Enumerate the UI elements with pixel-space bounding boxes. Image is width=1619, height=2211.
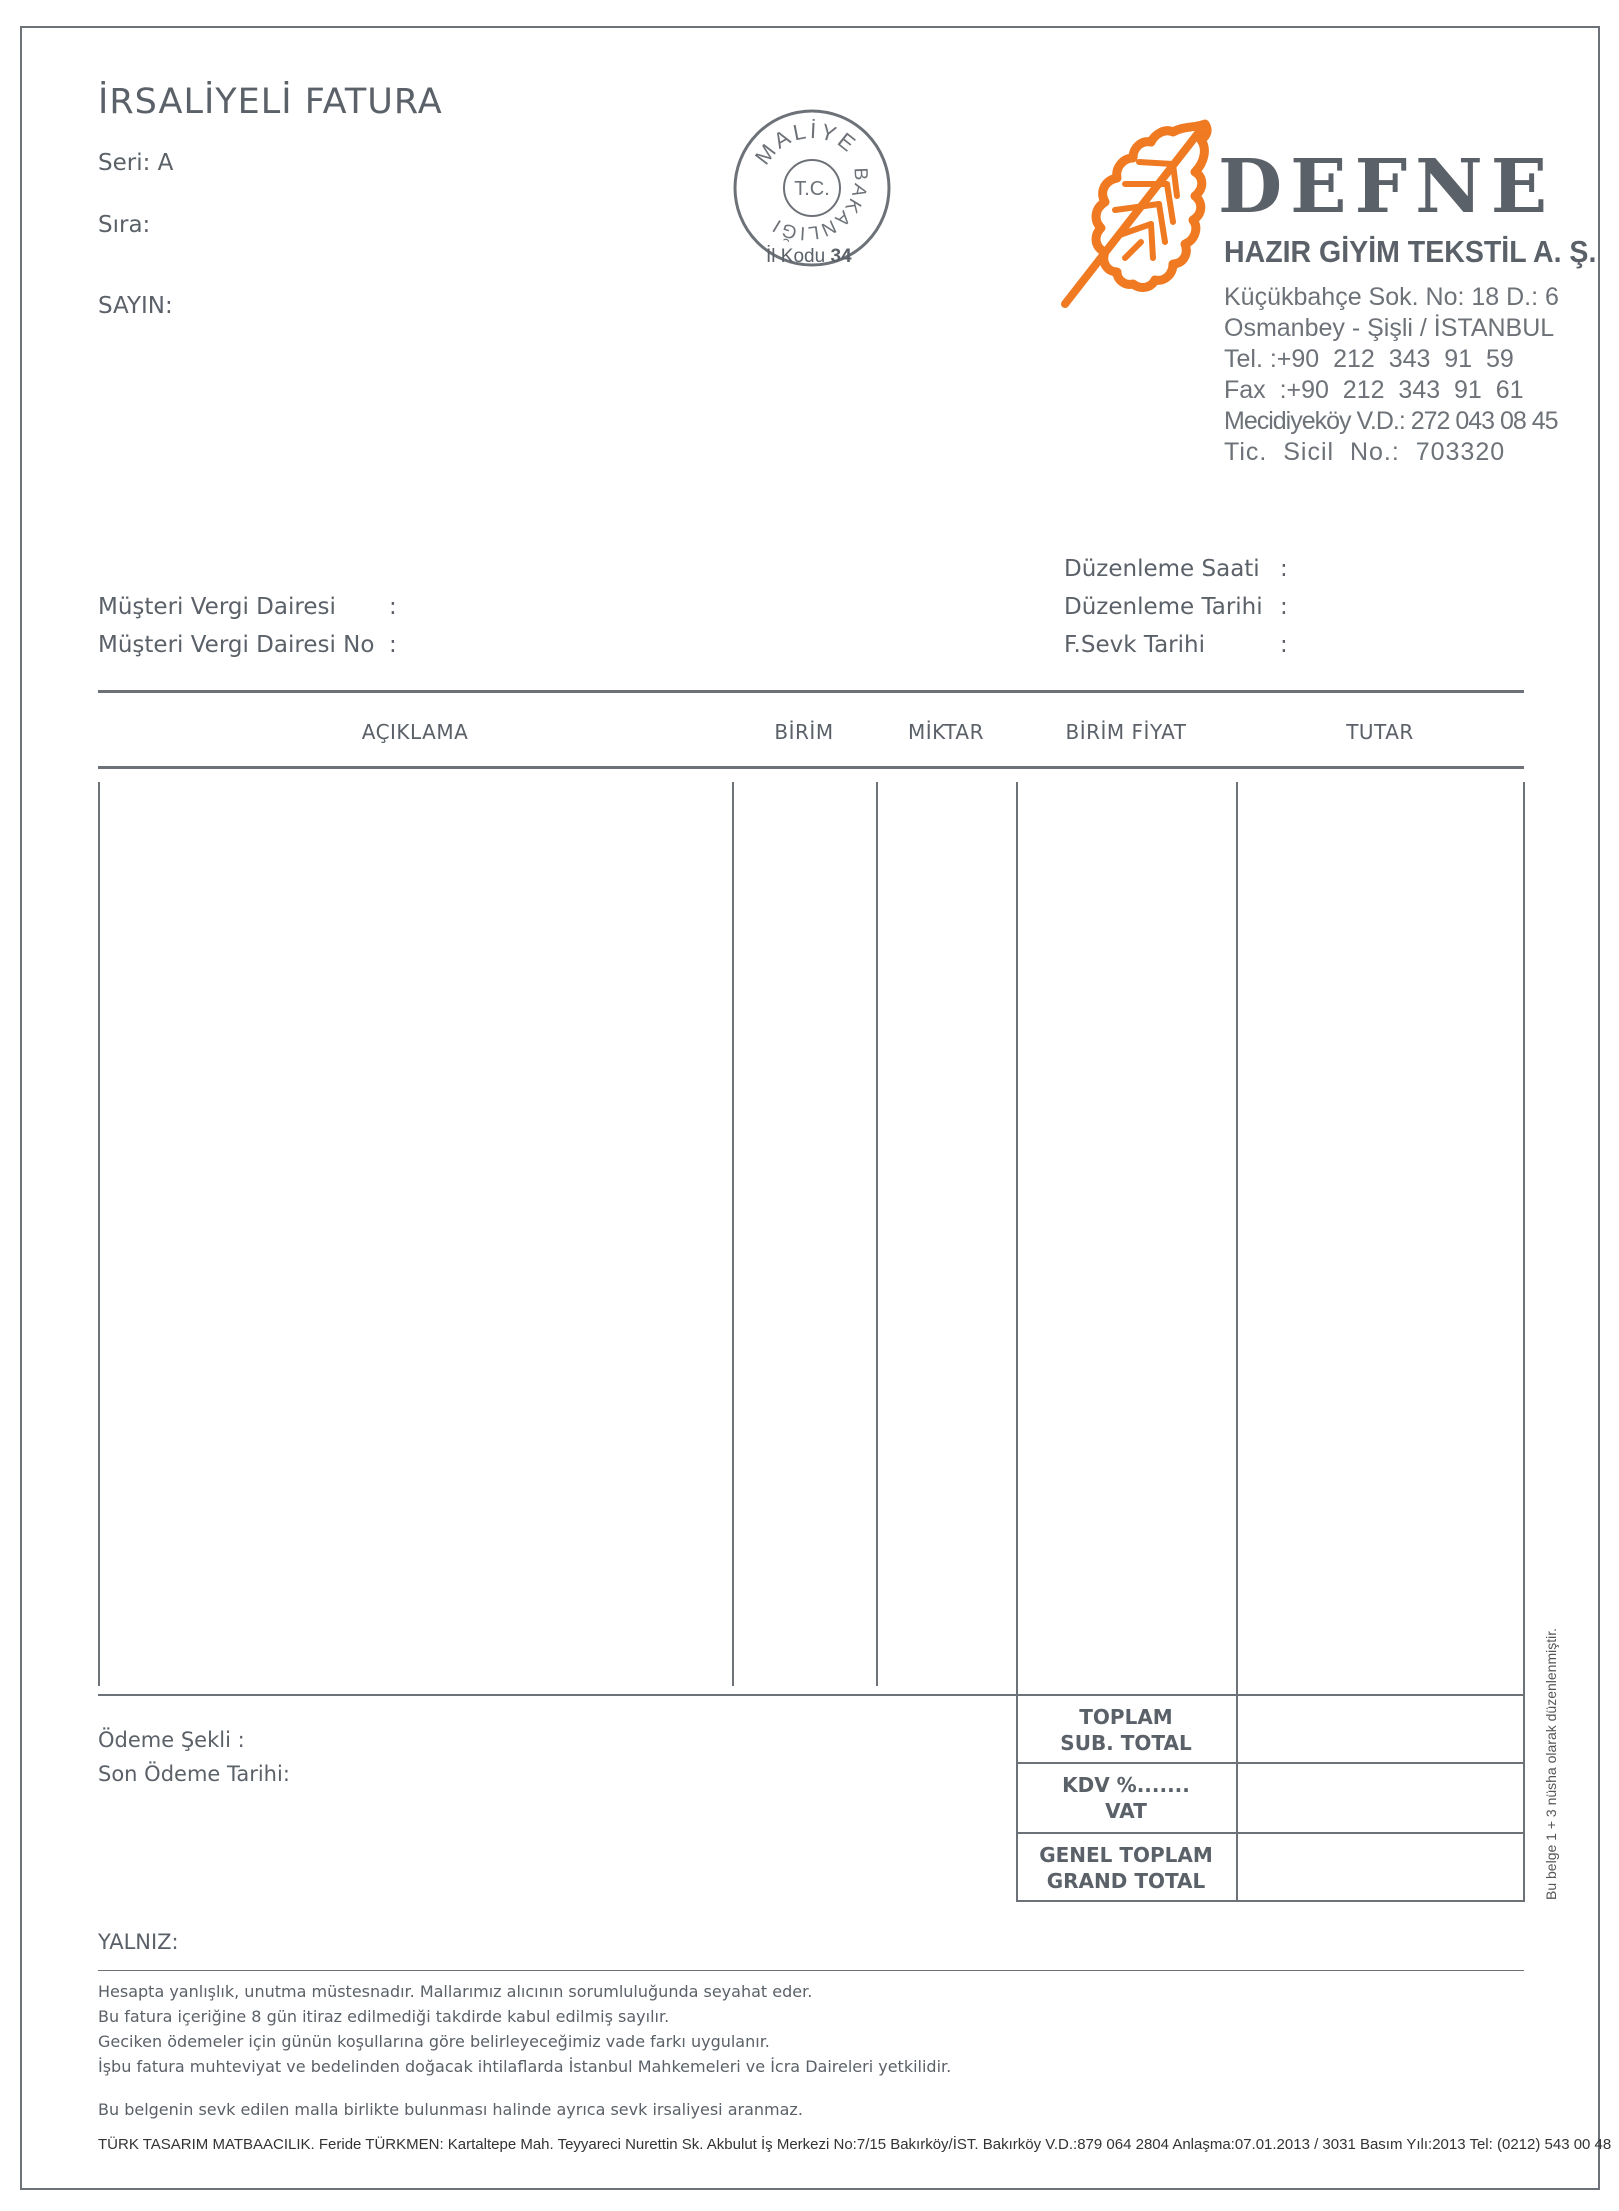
col-divider-right bbox=[1523, 782, 1525, 1902]
issue-date-colon: : bbox=[1280, 594, 1288, 620]
col-quantity-header: MİKTAR bbox=[908, 720, 984, 744]
footer-rule bbox=[98, 1970, 1524, 1971]
due-date-label: Son Ödeme Tarihi: bbox=[98, 1762, 290, 1786]
amount-in-words-label: YALNIZ: bbox=[98, 1930, 179, 1954]
footer-note-3: Geciken ödemeler için günün koşullarına göre belirleyeceğimiz vade farkı uygulanır. bbox=[98, 2032, 770, 2051]
customer-tax-number-label: Müşteri Vergi Dairesi No bbox=[98, 632, 375, 658]
col-total-header: TUTAR bbox=[1346, 720, 1414, 744]
tax-office-line: Mecidiyeköy V.D.: 272 043 08 45 bbox=[1224, 407, 1558, 435]
payment-method-label: Ödeme Şekli : bbox=[98, 1728, 245, 1752]
sira-label: Sıra: bbox=[98, 212, 151, 238]
shipment-date-colon: : bbox=[1280, 632, 1288, 658]
vat-label-tr: KDV %....... bbox=[1062, 1773, 1190, 1797]
col-unit-price-header: BİRİM FİYAT bbox=[1065, 720, 1187, 744]
address-line-2: Osmanbey - Şişli / İSTANBUL bbox=[1224, 314, 1555, 342]
col-divider-total bbox=[1236, 782, 1238, 1902]
document-title: İRSALİYELİ FATURA bbox=[98, 82, 443, 122]
fax-line: Fax :+90 212 343 91 61 bbox=[1224, 376, 1524, 404]
issue-time-label: Düzenleme Saati bbox=[1064, 556, 1260, 582]
customer-tax-number-colon: : bbox=[389, 632, 397, 658]
col-divider-quantity bbox=[876, 782, 878, 1686]
il-kodu-value: 34 bbox=[830, 246, 852, 267]
customer-tax-office-label: Müşteri Vergi Dairesi bbox=[98, 594, 336, 620]
defne-leaf-logo-icon bbox=[1055, 118, 1215, 310]
totals-rule-3 bbox=[1016, 1900, 1524, 1902]
seri-label: Seri: A bbox=[98, 150, 174, 176]
issue-date-label: Düzenleme Tarihi bbox=[1064, 594, 1263, 620]
table-top-rule bbox=[98, 690, 1524, 693]
grand-total-label-tr: GENEL TOPLAM bbox=[1039, 1843, 1213, 1867]
col-divider-left bbox=[98, 782, 100, 1686]
customer-tax-office-colon: : bbox=[389, 594, 397, 620]
seal-center-text: T.C. bbox=[794, 178, 830, 200]
address-line-1: Küçükbahçe Sok. No: 18 D.: 6 bbox=[1224, 283, 1559, 311]
col-unit-header: BİRİM bbox=[774, 720, 834, 744]
vat-label bbox=[1016, 1772, 1236, 1824]
subtotal-label bbox=[1016, 1704, 1236, 1756]
sayin-label: SAYIN: bbox=[98, 293, 173, 319]
seal-top-text: MALİYE bbox=[749, 117, 863, 170]
maliye-seal bbox=[732, 108, 892, 268]
printer-imprint: TÜRK TASARIM MATBAACILIK. Feride TÜRKMEN: Kartaltepe Mah. Teyyareci Nurettin Sk. Akbulut İş Merkezi No:7/15 Bakırköy/İST. Bakırköy V.D.:879 064 2804 Anlaşma:07.01.2013 / 3031 Basım Yılı:2013 Tel: (0212) 543 00 48 bbox=[98, 2136, 1612, 2153]
footer-note-1: Hesapta yanlışlık, unutma müstesnadır. Mallarımız alıcının sorumluluğunda seyahat eder. bbox=[98, 1982, 813, 2001]
copy-count-note: Bu belge 1 + 3 nüsha olarak düzenlenmiştir. bbox=[1543, 1627, 1559, 1900]
shipment-date-label: F.Sevk Tarihi bbox=[1064, 632, 1205, 658]
footer-note-2: Bu fatura içeriğine 8 gün itiraz edilmediği takdirde kabul edilmiş sayılır. bbox=[98, 2007, 670, 2026]
il-kodu-label: İl Kodu bbox=[766, 246, 826, 267]
col-description-header: AÇIKLAMA bbox=[361, 720, 469, 744]
totals-rule-2 bbox=[1016, 1832, 1524, 1834]
table-bottom-rule bbox=[98, 1694, 1524, 1696]
subtotal-label-en: SUB. TOTAL bbox=[1060, 1731, 1192, 1755]
company-name: DEFNE bbox=[1218, 144, 1556, 230]
seal-side-text: BAKANLIĞI bbox=[767, 167, 872, 244]
il-kodu bbox=[766, 246, 852, 268]
issue-time-colon: : bbox=[1280, 556, 1288, 582]
table-header-rule bbox=[98, 766, 1524, 769]
vat-label-en: VAT bbox=[1105, 1799, 1147, 1823]
grand-total-label-en: GRAND TOTAL bbox=[1046, 1869, 1206, 1893]
dispatch-note: Bu belgenin sevk edilen malla birlikte bulunması halinde ayrıca sevk irsaliyesi aranmaz. bbox=[98, 2100, 803, 2119]
company-subtitle: HAZIR GİYİM TEKSTİL A. Ş. bbox=[1224, 234, 1597, 269]
tel-line: Tel. :+90 212 343 91 59 bbox=[1224, 345, 1514, 373]
totals-rule-1 bbox=[1016, 1762, 1524, 1764]
footer-note-4: İşbu fatura muhteviyat ve bedelinden doğacak ihtilaflarda İstanbul Mahkemeleri ve İcra Daireleri yetkilidir. bbox=[98, 2057, 952, 2076]
col-divider-unit bbox=[732, 782, 734, 1686]
grand-total-label bbox=[1016, 1842, 1236, 1894]
subtotal-label-tr: TOPLAM bbox=[1079, 1705, 1173, 1729]
items-table-body bbox=[98, 782, 1524, 1686]
trade-registry-line: Tic. Sicil No.: 703320 bbox=[1224, 438, 1506, 466]
